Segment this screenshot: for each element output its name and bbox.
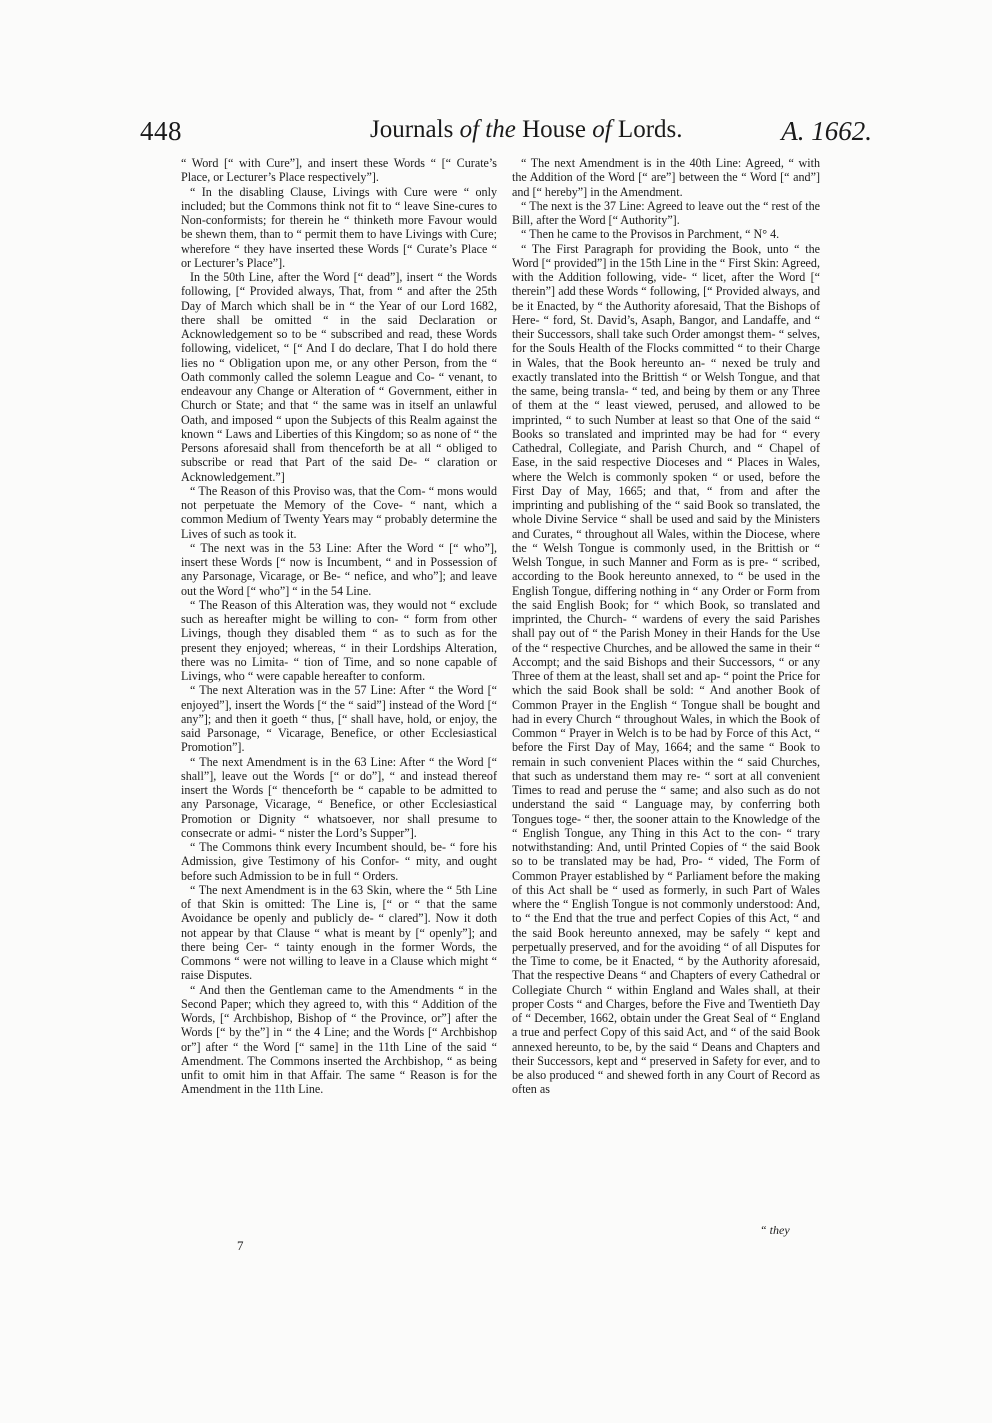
left-paragraph: “ The next was in the 53 Line: After the Word “ [“ who”], insert these Words [“ now is Incumbent, “ and in Possession of any Parsonage, Vicarage, or Be- “ nefice, and who”]; and leave out the Word [“ who”] “ in the 54 Line. [181,540,497,598]
page-header [140,116,872,156]
signature-mark: 7 [237,1238,244,1253]
title-house: House [522,116,586,143]
left-paragraph: “ The Commons think every Incumbent should, be- “ fore his Admission, give Testimony of his Confor- “ mity, and ought before such Admission to be in full “ Orders. [181,840,497,883]
right-paragraph: “ The next Amendment is in the 40th Line: Agreed, “ with the Addition of the Word [“ are”] between the “ Word [“ and”] and [“ hereby”] in the Amendment. [512,156,820,199]
right-paragraph: “ The First Paragraph for providing the Book, unto “ the Word [“ provided”] in the 15th Line in the “ First Skin: Agreed, with the Addition following, vide- “ licet, after the Word [“ therein”] add these Words “ following, [“ Provided always, and be it Enacted, by “ the Authority aforesaid, That the Bishops of Here- “ ford, St. David’s, Asaph, Bangor, and Landaffe, and “ their Successors, shall take such Order amongst them- “ selves, for the Souls Health of the Flocks committed “ to their Charge in Wales, that the Book hereunto an- “ nexed be truly and exactly translated into the Brittish “ or Welsh Tongue, and that the same, being transla- “ ted, and being by them or any Three of them at the “ least viewed, perused, and allowed to be imprinted, “ to such Number at least so that One of the said “ Books so translated and imprinted may be had for “ every Cathedral, Collegiate, and Parish Church, and “ Chapel of Ease, in the said respective Dioceses and “ Places in Wales, where the Welch is commonly spoken “ or used, before the First Day of May, 1665; and that, “ from and after the imprinting and publishing of the “ said Book so translated, the whole Divine Service “ shall be used and said by the Ministers and Curates, “ throughout all Wales, within the Diocese, where the “ Welsh Tongue is commonly used, in the Brittish or “ Welsh Tongue, in such Manner and Form as is pre- “ scribed, according to the Book hereunto annexed, to “ be used in the English Tongue, differing nothing in “ any Order or Form from the said English Book; for “ which Book, so translated and imprinted, the Church- “ wardens of every the said Parishes shall pay out of “ the Parish Money in their Hands for the Use of the “ respective Churches, and be allowed the same in their “ Accompt; and the said Bishops and their Successors, “ or any Three of them at the least, shall set and ap- “ point the Price for which the said Book shall be sold: “ And another Book of Common Prayer in the English “ Tongue shall be bought and had in every Church “ throughout Wales, in which the Book of Common “ Prayer in Welch is to be had by Force of this Act, “ before the First Day of May, 1664; and the same “ Book to remain in such convenient Places within the “ said Churches, that such as understand them may re- “ sort at all convenient Times to read and peruse the “ same; and also such as do not understand the said “ Language may, by conferring both Tongues toge- “ ther, the sooner attain to the Knowledge of the “ English Tongue, any Thing in this Act to the con- “ trary notwithstanding: And, until Printed Copies of “ the said Book so to be translated may be had, Pro- “ vided, The Form of Common Prayer established by “ Parliament before the making of this Act shall be “ used as formerly, in such Part of Wales where the “ English Tongue is not commonly understood: And, to “ the End that the true and perfect Copies of this Act, “ and the said Book hereunto annexed, may be safely “ kept and perpetually preserved, and for the avoiding “ of all Disputes for the Time to come, be it Enacted, “ by the Authority aforesaid, That the respective Deans “ and Chapters of every Cathedral or Collegiate Church “ within England and Wales shall, at their proper Costs “ and Charges, before the Five and Twentieth Day of “ December, 1662, obtain under the Great Seal of “ England a true and perfect Copy of this said Act, and “ of the said Book annexed hereunto, to be, by the said “ Deans and Chapters and their Successors, kept and “ preserved in Safety for ever, and to be also produced “ and shewed forth in any Court of Record as often as [512,241,820,1097]
left-paragraph: “ The Reason of this Alteration was, they would not “ exclude such as hereafter might be willing to con- “ form from other Livings, though they disabled them “ as to such as for the present they enjoyed; whereas, “ in their Lordships Alteration, there was no Limita- “ tion of Time, and so none capable of Livings, who “ were capable hereafter to conform. [181,597,497,683]
left-paragraph: “ In the disabling Clause, Livings with Cure were “ only included; but the Commons think not fit to “ leave Sine-cures to Non-conformists; for therein he “ thinketh more Favour would be shewn them, than to “ permit them to have Livings with Cure; wherefore “ they have inserted these Words [“ Curate’s Place “ or Lecturer’s Place”]. [181,184,497,270]
catchword: “ they [760,1223,790,1237]
title-lords: Lords. [617,116,683,143]
right-column [512,156,820,1097]
left-paragraph: “ And then the Gentleman came to the Amendments “ in the Second Paper; which they agreed to, with this “ Addition of the Words, [“ Archbishop, Bishop of “ the Province, or”] after the Words [“ by the”] in “ the 4 Line; and the Words [“ Archbishop or”] after “ the Word [“ same] in the 11th Line of the said “ Amendment. The Commons inserted the Archbishop, “ as being unfit to omit him in that Affair. The same “ Reason is for the Amendment in the 11th Line. [181,982,497,1097]
title-journals: Journals [370,116,454,143]
title-of-2: of [592,116,612,143]
left-paragraph: “ The next Alteration was in the 57 Line: After “ the Word [“ enjoyed”], insert the Words [“ the “ said”] instead of the Word [“ any”]; and then it goeth “ thus, [“ shall have, hold, or enjoy, the said Parsonage, “ Vicarage, Benefice, or other Ecclesiastical Promotion”]. [181,683,497,755]
left-column [181,156,497,1097]
title-the: the [485,116,516,143]
right-paragraph: “ The next is the 37 Line: Agreed to leave out the “ rest of the Bill, after the Word [“ Authority”]. [512,198,820,227]
year-label: A. 1662. [781,116,872,146]
page-number: 448 [140,116,182,146]
left-paragraph: “ The next Amendment is in the 63 Line: After “ the Word [“ shall”], leave out the Words [“ or do”], “ and instead thereof insert the Words [“ thenceforth be “ capable to be admitted to any Parsonage, Vicarage, “ Benefice, or other Ecclesiastical Promotion or Dignity “ whatsoever, nor shall presume to consecrate or admi- “ nister the Lord’s Supper”]. [181,754,497,840]
left-paragraph: In the 50th Line, after the Word [“ dead”], insert “ the Words following, [“ Provided always, That, from “ and after the 25th Day of March which shall be in “ the Year of our Lord 1682, there shall be omitted “ in the said Declaration or Acknowledgement so to be “ subscribed and read, these Words following, videlicet, “ [“ And I do declare, That I do hold there lies no “ Obligation upon me, or any other Person, from the “ Oath commonly called the solemn League and Co- “ venant, to endeavour any Change or Alteration of “ Government, either in Church or State; and that “ the same was in itself an unlawful Oath, and imposed “ upon the Subjects of this Realm against the known “ Laws and Liberties of this Kingdom; so as none of “ the Persons aforesaid shall from thenceforth be at all “ obliged to subscribe or read that Part of the said De- “ claration or Acknowledgement.”] [181,270,497,484]
left-paragraph: “ The Reason of this Proviso was, that the Com- “ mons would not perpetuate the Memory of the Cove- “ nant, which a common Medium of Twenty Years may “ probably determine the Lives of such as took it. [181,483,497,541]
left-paragraph: “ The next Amendment is in the 63 Skin, where the “ 5th Line of that Skin is omitted: The Line is, [“ or “ that the same Avoidance be openly and publicly de- “ clared”]. Now it doth not appear by that Clause “ what is meant by [“ openly”]; and there being Cer- “ tainty enough in the former Words, the Commons “ were not willing to leave in a Clause which might “ raise Disputes. [181,882,497,983]
running-title [370,116,683,144]
left-paragraph: “ Word [“ with Cure”], and insert these Words “ [“ Curate’s Place, or Lecturer’s Place respectively”]. [181,156,497,185]
title-of-1: of [459,116,480,143]
right-paragraph: “ Then he came to the Provisos in Parchment, “ N° 4. [521,227,780,242]
